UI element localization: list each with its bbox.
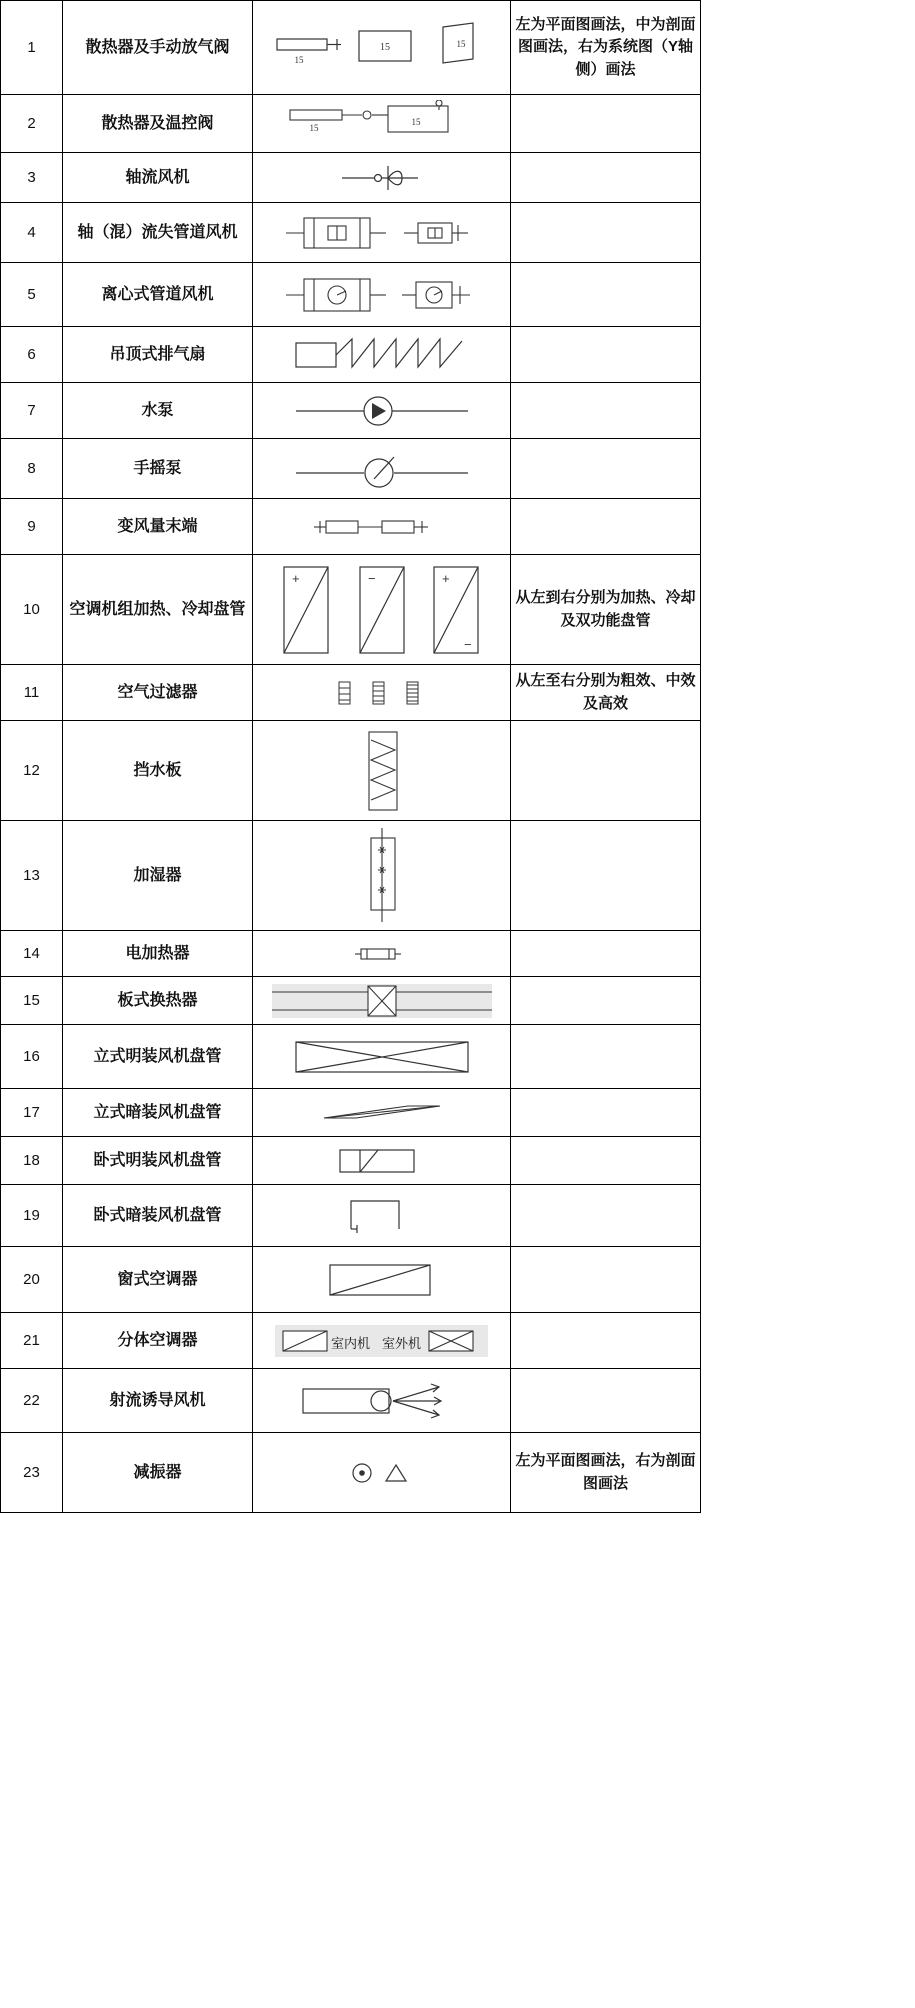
symbol-cell-horizontal-concealed-fcu xyxy=(253,1185,511,1247)
row-note xyxy=(511,499,701,555)
row-number: 17 xyxy=(1,1089,63,1137)
row-name: 板式换热器 xyxy=(63,977,253,1025)
row-note xyxy=(511,977,701,1025)
row-name: 射流诱导风机 xyxy=(63,1369,253,1433)
row-number: 9 xyxy=(1,499,63,555)
row-number: 19 xyxy=(1,1185,63,1247)
table-row xyxy=(1,931,701,977)
row-number: 13 xyxy=(1,821,63,931)
svg-text:15: 15 xyxy=(379,41,390,53)
table-row xyxy=(1,1247,701,1313)
row-note: 左为平面图画法，中为剖面图画法，右为系统图（Y轴侧）画法 xyxy=(511,1,701,95)
row-note xyxy=(511,1089,701,1137)
symbol-cell-water-pump xyxy=(253,383,511,439)
row-number: 4 xyxy=(1,203,63,263)
symbol-cell-axial-mixed-duct-fan xyxy=(253,203,511,263)
row-number: 16 xyxy=(1,1025,63,1089)
row-note xyxy=(511,383,701,439)
table-row xyxy=(1,555,701,665)
symbol-cell-jet-induction-fan xyxy=(253,1369,511,1433)
row-note: 左为平面图画法，右为剖面图画法 xyxy=(511,1433,701,1513)
row-note xyxy=(511,721,701,821)
row-number: 2 xyxy=(1,95,63,153)
table-row xyxy=(1,263,701,327)
row-number: 5 xyxy=(1,263,63,327)
row-name: 卧式暗装风机盘管 xyxy=(63,1185,253,1247)
row-name: 分体空调器 xyxy=(63,1313,253,1369)
table-row xyxy=(1,1137,701,1185)
row-name: 手摇泵 xyxy=(63,439,253,499)
table-row xyxy=(1,153,701,203)
symbol-cell-radiator-manual-vent xyxy=(253,1,511,95)
row-note xyxy=(511,203,701,263)
row-name: 轴（混）流失管道风机 xyxy=(63,203,253,263)
symbol-cell-eliminator-plate xyxy=(253,721,511,821)
svg-text:15: 15 xyxy=(456,38,465,49)
symbol-cell-vertical-concealed-fcu xyxy=(253,1089,511,1137)
table-row xyxy=(1,721,701,821)
row-number: 7 xyxy=(1,383,63,439)
split-indoor-label: 室内机 xyxy=(331,1335,371,1351)
row-name: 空气过滤器 xyxy=(63,665,253,721)
symbol-cell-radiator-thermostatic-valve xyxy=(253,95,511,153)
row-note xyxy=(511,95,701,153)
row-number: 23 xyxy=(1,1433,63,1513)
row-note: 从左至右分别为粗效、中效及高效 xyxy=(511,665,701,721)
symbol-cell-split-air-conditioner xyxy=(253,1313,511,1369)
table-row xyxy=(1,439,701,499)
svg-text:15: 15 xyxy=(309,122,318,133)
row-name: 加湿器 xyxy=(63,821,253,931)
table-row xyxy=(1,1369,701,1433)
table-row xyxy=(1,1,701,95)
row-name: 卧式明装风机盘管 xyxy=(63,1137,253,1185)
row-number: 12 xyxy=(1,721,63,821)
row-number: 14 xyxy=(1,931,63,977)
table-row xyxy=(1,383,701,439)
row-name: 变风量末端 xyxy=(63,499,253,555)
row-name: 水泵 xyxy=(63,383,253,439)
table-row xyxy=(1,95,701,153)
table-row xyxy=(1,1185,701,1247)
row-number: 11 xyxy=(1,665,63,721)
symbol-cell-ahu-coils xyxy=(253,555,511,665)
symbol-cell-axial-fan xyxy=(253,153,511,203)
row-name: 散热器及手动放气阀 xyxy=(63,1,253,95)
symbol-cell-vibration-isolator xyxy=(253,1433,511,1513)
row-name: 吊顶式排气扇 xyxy=(63,327,253,383)
table-row xyxy=(1,499,701,555)
row-number: 21 xyxy=(1,1313,63,1369)
table-row xyxy=(1,327,701,383)
row-number: 15 xyxy=(1,977,63,1025)
table-row xyxy=(1,1089,701,1137)
svg-text:−: − xyxy=(464,636,472,652)
symbol-cell-centrifugal-duct-fan xyxy=(253,263,511,327)
row-number: 3 xyxy=(1,153,63,203)
row-number: 10 xyxy=(1,555,63,665)
svg-text:+: + xyxy=(292,570,300,586)
row-note xyxy=(511,263,701,327)
row-note xyxy=(511,153,701,203)
row-name: 减振器 xyxy=(63,1433,253,1513)
row-number: 1 xyxy=(1,1,63,95)
symbol-cell-ceiling-exhaust-fan xyxy=(253,327,511,383)
row-note xyxy=(511,1185,701,1247)
row-note xyxy=(511,327,701,383)
row-number: 6 xyxy=(1,327,63,383)
table-row xyxy=(1,977,701,1025)
symbol-cell-humidifier xyxy=(253,821,511,931)
row-note xyxy=(511,1313,701,1369)
row-note xyxy=(511,931,701,977)
row-number: 8 xyxy=(1,439,63,499)
table-row xyxy=(1,1025,701,1089)
row-note xyxy=(511,1025,701,1089)
table-row xyxy=(1,821,701,931)
table-row xyxy=(1,1313,701,1369)
symbol-cell-window-air-conditioner xyxy=(253,1247,511,1313)
symbol-cell-plate-heat-exchanger xyxy=(253,977,511,1025)
svg-text:15: 15 xyxy=(411,116,420,127)
row-name: 轴流风机 xyxy=(63,153,253,203)
row-note xyxy=(511,1137,701,1185)
row-name: 离心式管道风机 xyxy=(63,263,253,327)
svg-text:15: 15 xyxy=(294,54,303,65)
row-name: 空调机组加热、冷却盘管 xyxy=(63,555,253,665)
row-number: 18 xyxy=(1,1137,63,1185)
row-name: 电加热器 xyxy=(63,931,253,977)
table-row xyxy=(1,665,701,721)
row-name: 窗式空调器 xyxy=(63,1247,253,1313)
row-name: 挡水板 xyxy=(63,721,253,821)
symbol-cell-air-filters xyxy=(253,665,511,721)
symbol-cell-hand-pump xyxy=(253,439,511,499)
row-note xyxy=(511,1369,701,1433)
symbol-cell-electric-heater xyxy=(253,931,511,977)
table-row xyxy=(1,203,701,263)
symbol-cell-vertical-exposed-fcu xyxy=(253,1025,511,1089)
row-name: 立式明装风机盘管 xyxy=(63,1025,253,1089)
row-note xyxy=(511,439,701,499)
symbol-cell-horizontal-exposed-fcu xyxy=(253,1137,511,1185)
svg-text:+: + xyxy=(442,570,450,586)
symbol-cell-vav-terminal xyxy=(253,499,511,555)
row-name: 立式暗装风机盘管 xyxy=(63,1089,253,1137)
table-row xyxy=(1,1433,701,1513)
row-note xyxy=(511,821,701,931)
svg-text:−: − xyxy=(368,570,376,586)
row-number: 20 xyxy=(1,1247,63,1313)
split-outdoor-label: 室外机 xyxy=(382,1335,422,1351)
row-note xyxy=(511,1247,701,1313)
row-name: 散热器及温控阀 xyxy=(63,95,253,153)
row-note: 从左到右分别为加热、冷却及双功能盘管 xyxy=(511,555,701,665)
table-body xyxy=(1,1,701,1513)
row-number: 22 xyxy=(1,1369,63,1433)
